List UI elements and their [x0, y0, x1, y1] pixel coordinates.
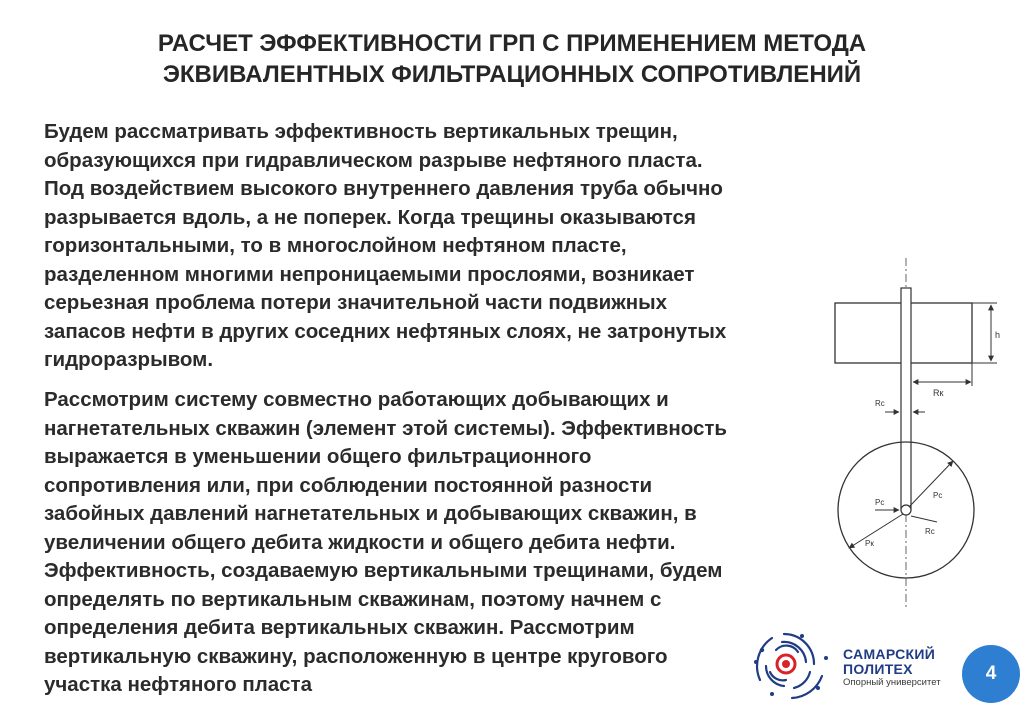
- paragraph-2-line: участка нефтяного пласта: [44, 673, 312, 696]
- paragraph-1-line: Будем рассматривать эффективность вертикальных трещин,: [44, 120, 678, 143]
- pk-label: Pк: [865, 539, 874, 548]
- paragraph-1-line: гидроразрывом.: [44, 348, 214, 371]
- h-label: h: [995, 330, 1001, 340]
- paragraph-2-line: определять по вертикальным скважинам, поэтому начнем с: [44, 587, 662, 611]
- logo-subtitle: Опорный университет: [843, 677, 941, 688]
- paragraph-1: [44, 118, 726, 375]
- paragraph-1-line: серьезная проблема потери значительной части подвижных: [44, 291, 668, 314]
- paragraph-2: [44, 386, 727, 700]
- pc-left-label: Pc: [875, 498, 885, 507]
- logo-name-line-1: САМАРСКИЙ: [843, 646, 936, 662]
- samara-polytech-logo-icon: [742, 622, 842, 704]
- paragraph-2-line: сопротивления или, при соблюдении постоянной разности: [44, 473, 653, 497]
- well-pipe: [901, 288, 911, 510]
- paragraph-1-line: запасов нефти в других соседних нефтяных слоях, не затронутых: [44, 319, 727, 343]
- slide-title-line-2: ЭКВИВАЛЕНТНЫХ ФИЛЬТРАЦИОННЫХ СОПРОТИВЛЕНИЙ: [162, 61, 862, 88]
- logo-text: [843, 647, 941, 689]
- paragraph-2-line: увеличении общего дебита жидкости и общего дебита нефти.: [44, 530, 676, 554]
- paragraph-1-line: горизонтальными, то в многослойном нефтяном пласте,: [44, 234, 627, 257]
- paragraph-2-line: выражается в уменьшении общего фильтрационного: [44, 445, 592, 468]
- pc-right-label: Pc: [933, 491, 943, 500]
- paragraph-2-line: Эффективность, создаваемую вертикальными трещинами, будем: [44, 559, 723, 582]
- rc-top-label: Rc: [875, 399, 885, 408]
- rk-label: Rк: [933, 388, 944, 398]
- paragraph-2-line: Рассмотрим систему совместно работающих добывающих и: [44, 388, 669, 411]
- well-diagram: [825, 258, 1015, 608]
- slide-title-line-1: РАСЧЕТ ЭФФЕКТИВНОСТИ ГРП С ПРИМЕНЕНИЕМ МЕТОДА: [157, 30, 867, 57]
- page-number-badge: 4: [962, 645, 1020, 703]
- paragraph-2-line: определения дебита вертикальных скважин. Рассмотрим: [44, 616, 635, 639]
- rk-radius-arrow: [909, 461, 953, 507]
- paragraph-1-line: Под воздействием высокого внутреннего давления труба обычно: [44, 177, 723, 200]
- paragraph-2-line: вертикальную скважину, расположенную в центре кругового: [44, 644, 668, 668]
- paragraph-1-line: образующихся при гидравлическом разрыве нефтяного пласта.: [44, 148, 703, 172]
- logo-name-line-2: ПОЛИТЕХ: [843, 661, 913, 677]
- paragraph-1-line: разделенном многими непроницаемыми прослоями, возникает: [44, 262, 695, 286]
- slide-title: [60, 28, 964, 90]
- rc-bottom-label: Rc: [925, 527, 935, 536]
- paragraph-2-line: забойных давлений нагнетательных и добывающих скважин, в: [44, 502, 697, 525]
- paragraph-2-line: нагнетательных скважин (элемент этой системы). Эффективность: [44, 416, 728, 440]
- paragraph-1-line: разрывается вдоль, а не поперек. Когда трещины оказываются: [44, 205, 696, 229]
